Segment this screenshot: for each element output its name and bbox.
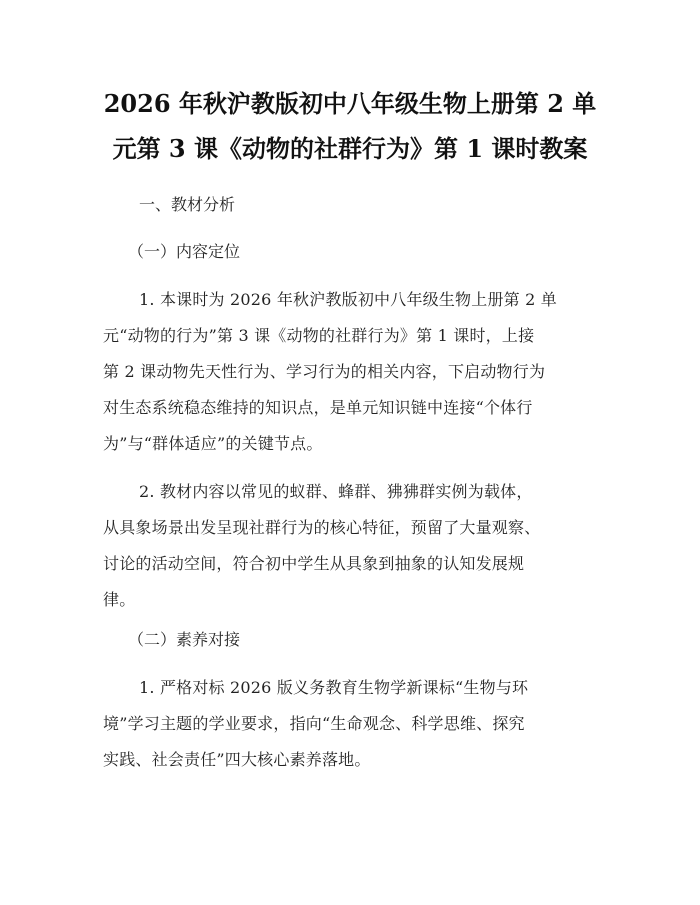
subsection-heading-content-positioning: （一）内容定位 (128, 242, 241, 261)
paragraph-line: 对生态系统稳态维持的知识点，是单元知识链中连接“个体行 (103, 398, 533, 417)
paragraph-line: 第 2 课动物先天性行为、学习行为的相关内容，下启动物行为 (103, 362, 546, 381)
paragraph-line: 境”学习主题的学业要求，指向“生命观念、科学思维、探究 (103, 714, 525, 733)
paragraph-line: 1. 严格对标 2026 版义务教育生物学新课标“生物与环 (139, 678, 529, 697)
document-title-line-1: 2026 年秋沪教版初中八年级生物上册第 2 单 (103, 89, 597, 118)
subsection-heading-competency-alignment: （二）素养对接 (128, 630, 241, 649)
paragraph-line: 律。 (103, 590, 136, 609)
paragraph-line: 从具象场景出发呈现社群行为的核心特征，预留了大量观察、 (103, 518, 541, 537)
paragraph-line: 元“动物的行为”第 3 课《动物的社群行为》第 1 课时，上接 (103, 326, 535, 345)
section-heading-textbook-analysis: 一、教材分析 (139, 195, 236, 214)
document-title-line-2: 元第 3 课《动物的社群行为》第 1 课时教案 (112, 134, 588, 163)
paragraph-line: 2. 教材内容以常见的蚁群、蜂群、狒狒群实例为载体， (139, 482, 533, 501)
paragraph-line: 为”与“群体适应”的关键节点。 (103, 434, 323, 453)
paragraph-line: 讨论的活动空间，符合初中学生从具象到抽象的认知发展规 (103, 554, 525, 573)
paragraph-line: 1. 本课时为 2026 年秋沪教版初中八年级生物上册第 2 单 (139, 290, 557, 309)
paragraph-line: 实践、社会责任”四大核心素养落地。 (103, 750, 371, 769)
